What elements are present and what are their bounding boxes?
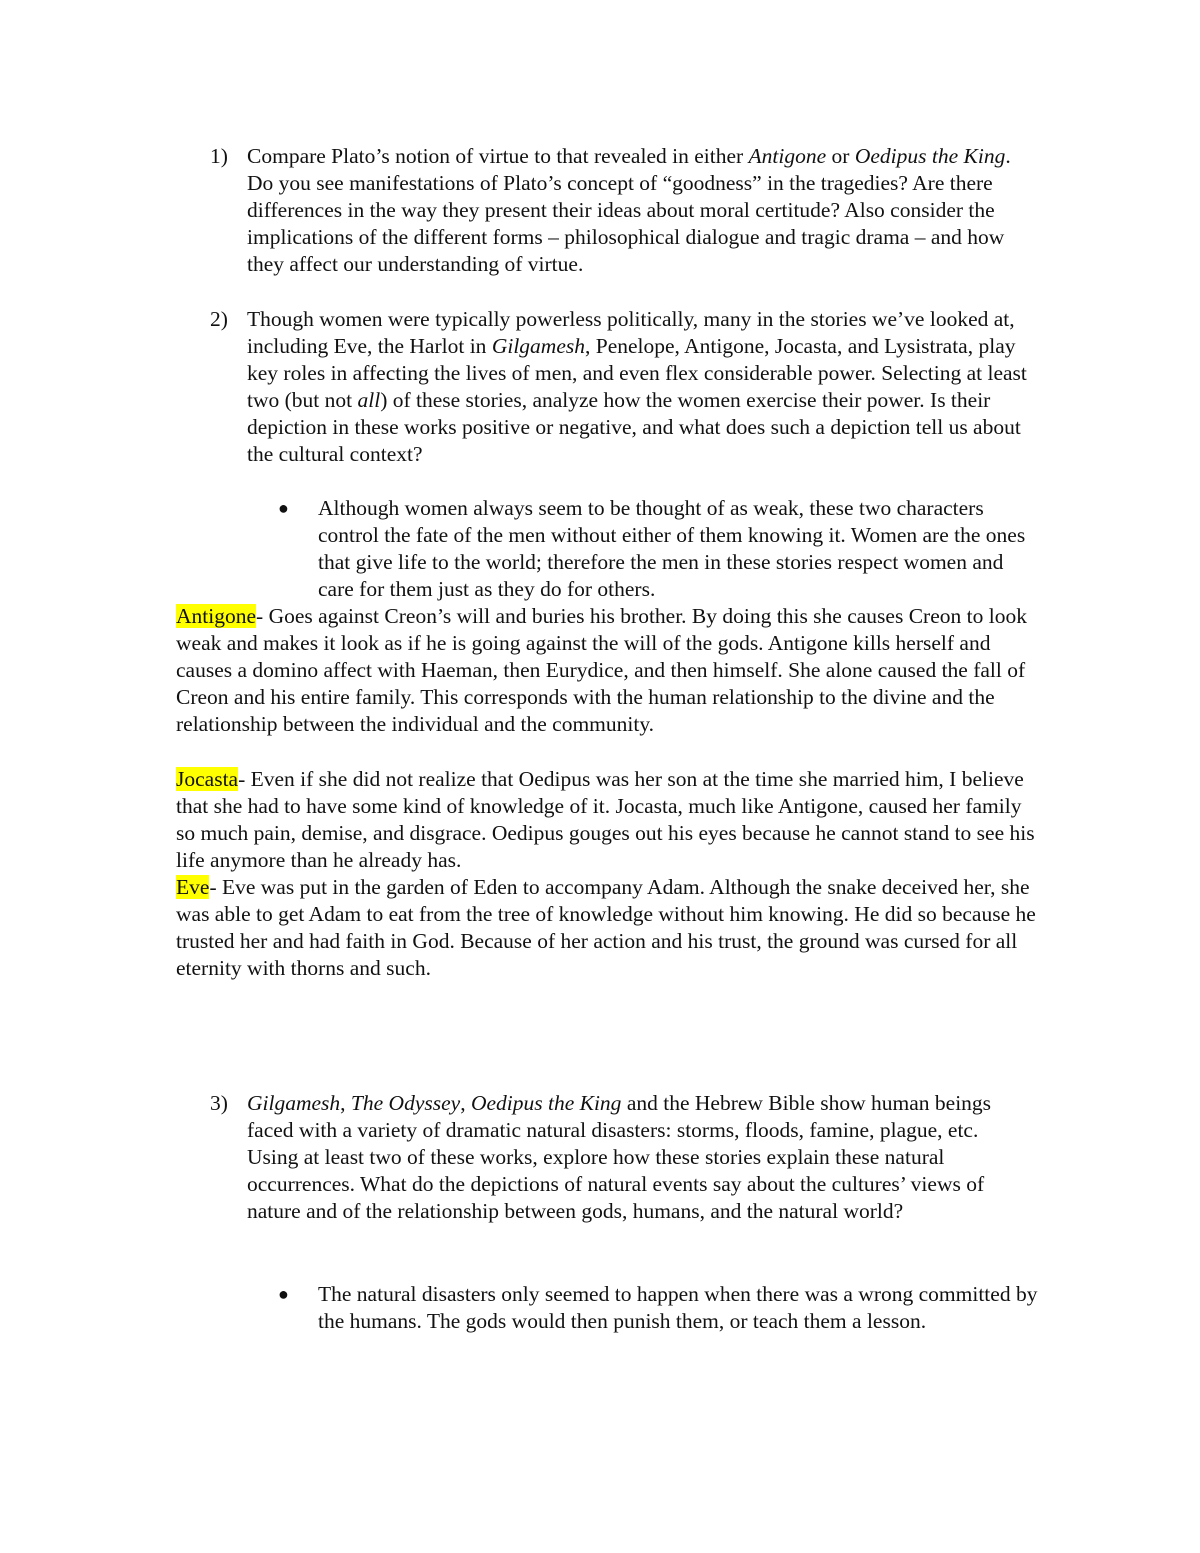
bullet-icon: ● [278,1284,289,1304]
question-text-run: . Do you see manifestations of Plato’s concept of “goodness” in the tragedies? Are there differences in the way they present their ideas about moral certitude? Also consider the implications of the different forms – philosophical dialogue and tragic drama – and how they affect our understanding of virtue. [247,144,1011,276]
question-text-run: , Penelope, Antigone, Jocasta, and Lysistrata, play key roles in affecting the lives of men, and even flex considerable power. Selecting at least two (but not [247,334,1027,412]
question-text-run: Compare Plato’s notion of virtue to that revealed in either [247,144,749,168]
work-title: Antigone [748,144,827,168]
work-title: Oedipus the King [854,144,1006,168]
question-text-run: and the Hebrew Bible show human beings faced with a variety of dramatic natural disasters: storms, floods, famine, plague, etc. Using at least two of these works, explore how these stories explain these natural occurrences. What do the depictions of natural events say about the cultures’ views of nature and of the relationship between gods, humans, and the natural world? [247,1091,992,1223]
work-title: Gilgamesh [491,334,585,358]
question-text-run: Though women were typically powerless politically, many in the stories we’ve looked at, including Eve, the Harlot in [247,307,1015,358]
question-number: 2) [210,307,228,331]
question-text [247,1090,1032,1225]
antigone-paragraph [176,603,1036,738]
question-text-run: or [826,144,855,168]
question-text [247,306,1032,468]
question-number: 1) [210,144,228,168]
highlighted-name: Eve [176,875,210,899]
jocasta-paragraph [176,766,1036,874]
question-text [247,143,1032,278]
work-title: The Odyssey [350,1091,461,1115]
bullet-icon: ● [278,498,289,518]
highlighted-name: Jocasta [176,767,239,791]
work-title: Oedipus the King [470,1091,622,1115]
eve-paragraph [176,874,1036,982]
paragraph-text: - Even if she did not realize that Oedipus was her son at the time she married him, I believe that she had to have some kind of knowledge of it. Jocasta, much like Antigone, caused her family so much pain, demise, and disgrace. Oedipus gouges out his eyes because he cannot stand to see his life anymore than he already has. [176,767,1035,872]
question-number: 3) [210,1091,228,1115]
bullet-text: Although women always seem to be thought of as weak, these two characters control the fate of the men without either of them knowing it. Women are the ones that give life to the world; therefore the men in these stories respect women and care for them just as they do for others. [318,496,1026,601]
paragraph-text: - Goes against Creon’s will and buries his brother. By doing this she causes Creon to look weak and makes it look as if he is going against the will of the gods. Antigone kills herself and causes a domino affect with Haeman, then Eurydice, and then himself. She alone caused the fall of Creon and his entire family. This corresponds with the human relationship to the divine and the relationship between the individual and the community. [176,604,1027,736]
paragraph-text: - Eve was put in the garden of Eden to accompany Adam. Although the snake deceived her, she was able to get Adam to eat from the tree of knowledge without him knowing. He did so because he trusted her and had faith in God. Because of her action and his trust, the ground was cursed for all eternity with thorns and such. [176,875,1036,980]
question-text-run: ) of these stories, analyze how the women exercise their power. Is their depiction in these works positive or negative, and what does such a depiction tell us about the cultural context? [247,388,1021,466]
work-title: Gilgamesh [247,1091,341,1115]
bullet-text: The natural disasters only seemed to happen when there was a wrong committed by the humans. The gods would then punish them, or teach them a lesson. [318,1282,1038,1333]
question-text-run: , [340,1091,351,1115]
highlighted-name: Antigone [176,604,257,628]
question-text-run: , [460,1091,471,1115]
emphasis: all [357,388,381,412]
